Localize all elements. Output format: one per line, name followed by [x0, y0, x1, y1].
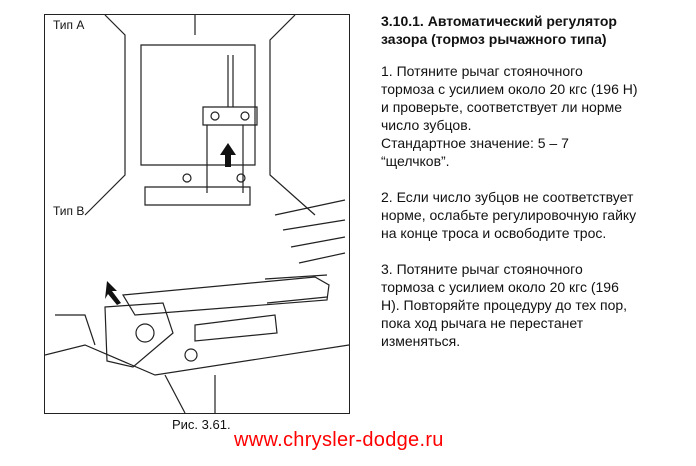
figure-label-type-b: Тип В	[53, 204, 85, 218]
step-2	[381, 188, 686, 242]
step-text-line: “щелчков”.	[381, 153, 450, 169]
step-3	[381, 260, 686, 350]
arrow-up-icon	[220, 143, 236, 167]
step-text-line: 3. Потяните рычаг стояночного	[381, 261, 583, 277]
figure-caption: Рис. 3.61.	[172, 417, 231, 432]
step-text-line: и проверьте, соответствует ли норме	[381, 99, 623, 115]
console-inner	[141, 45, 255, 165]
section-title	[381, 12, 686, 48]
title-line: 3.10.1. Автоматический регулятор	[381, 13, 617, 29]
arrow-down-icon	[105, 281, 121, 305]
step-text-line: 1. Потяните рычаг стояночного	[381, 63, 583, 79]
step-text-line: Стандартное значение: 5 – 7	[381, 135, 569, 151]
figure-frame	[44, 14, 350, 414]
tunnel-ribs	[275, 200, 345, 263]
step-text-line: на конце троса и освободите трос.	[381, 225, 607, 241]
step-text-line: 2. Если число зубцов не соответствует	[381, 189, 634, 205]
step-text-line: пока ход рычага не перестанет	[381, 315, 584, 331]
title-line: зазора (тормоз рычажного типа)	[381, 31, 607, 47]
parking-brake-illustration	[45, 15, 349, 413]
lever-body	[123, 277, 329, 315]
step-text-line: тормоза с усилием около 20 кгс (196 Н)	[381, 81, 638, 97]
step-text-line: число зубцов.	[381, 117, 472, 133]
step-text-line: Н). Повторяйте процедуру до тех пор,	[381, 297, 628, 313]
step-text-line: тормоза с усилием около 20 кгс (196	[381, 279, 619, 295]
console-base	[145, 187, 250, 205]
step-1	[381, 62, 686, 170]
floor-line	[45, 345, 349, 375]
site-watermark: www.chrysler-dodge.ru	[234, 429, 444, 451]
step-text-line: норме, ослабьте регулировочную гайку	[381, 207, 637, 223]
instructions-column	[381, 12, 686, 368]
figure-label-type-a: Тип А	[53, 18, 85, 32]
step-text-line: изменяться.	[381, 333, 461, 349]
bracket-base	[195, 315, 277, 341]
